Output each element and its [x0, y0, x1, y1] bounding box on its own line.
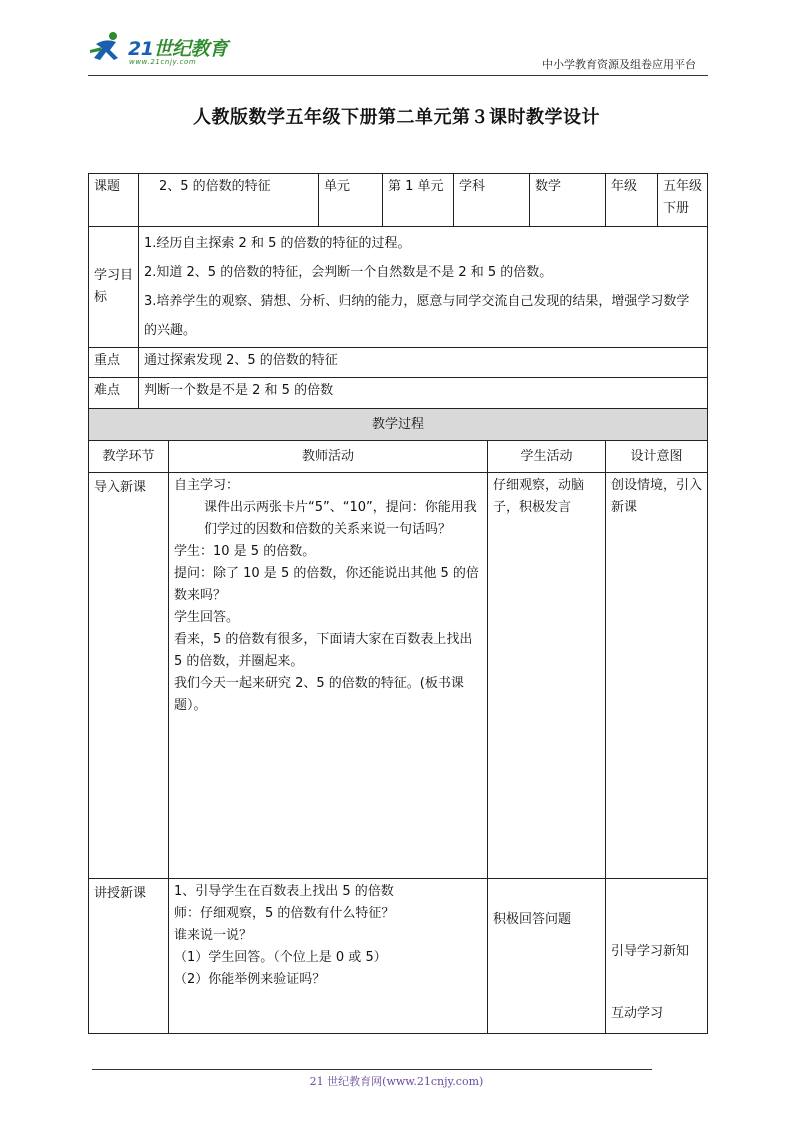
intent-intro: 创设情境，引入新课 [606, 473, 708, 879]
teacher-line: 学生回答。 [174, 610, 240, 625]
key-point-value: 通过探索发现 2、5 的倍数的特征 [139, 348, 708, 378]
platform-text: 中小学教育资源及组卷应用平台 [542, 58, 696, 71]
grade-value: 五年级下册 [658, 174, 708, 227]
header-teacher: 教师活动 [169, 441, 488, 473]
unit-label: 单元 [319, 174, 383, 227]
subject-value: 数学 [530, 174, 606, 227]
intent-new [606, 879, 708, 1034]
student-activity-intro: 仔细观察，动脑子，积极发言 [488, 473, 606, 879]
key-point-row [89, 348, 708, 378]
teacher-line: 师：仔细观察，5 的倍数有什么特征？ [174, 906, 395, 921]
runner-logo-icon [88, 30, 126, 68]
topic-label: 课题 [89, 174, 139, 227]
teacher-line: 提问：除了 10 是 5 的倍数，你还能说出其他 5 的倍数来吗？ [174, 566, 479, 603]
teacher-line: 谁来说一说？ [174, 928, 253, 943]
header-stage: 教学环节 [89, 441, 169, 473]
footer-divider [92, 1069, 652, 1070]
goal-item: 3.培养学生的观察、猜想、分析、归纳的能力，愿意与同学交流自己发现的结果，增强学习数学的兴趣。 [144, 294, 690, 338]
goals-label: 学习目标 [89, 227, 139, 348]
process-title-row [89, 409, 708, 441]
logo-url: www.21cnjy.com [129, 58, 197, 66]
logo [88, 28, 258, 72]
teacher-line: 学生：10 是 5 的倍数。 [174, 544, 316, 559]
intent-line: 互动学习 [611, 1006, 664, 1021]
header-divider [88, 75, 708, 76]
info-row [89, 174, 708, 227]
goals-row [89, 227, 708, 348]
intent-line: 引导学习新知 [611, 944, 690, 959]
document-title: 人教版数学五年级下册第二单元第３课时教学设计 [193, 107, 600, 128]
goal-item: 1.经历自主探索 2 和 5 的倍数的特征的过程。 [144, 236, 411, 251]
topic-value: 2、5 的倍数的特征 [139, 174, 319, 227]
difficulty-row [89, 378, 708, 409]
process-header-row [89, 441, 708, 473]
grade-label: 年级 [606, 174, 658, 227]
lesson-plan-table [88, 173, 708, 1034]
header-intent: 设计意图 [606, 441, 708, 473]
footer-text: 21 世纪教育网(www.21cnjy.com) [309, 1075, 484, 1088]
difficulty-value: 判断一个数是不是 2 和 5 的倍数 [139, 378, 708, 409]
stage-intro: 导入新课 [89, 473, 169, 879]
subject-label: 学科 [454, 174, 530, 227]
stage-new-lesson: 讲授新课 [89, 879, 169, 1034]
key-point-label: 重点 [89, 348, 139, 378]
goals-content [139, 227, 708, 348]
teacher-line: 1、引导学生在百数表上找出 5 的倍数 [174, 884, 394, 899]
logo-title: 21世纪教育 [128, 38, 228, 60]
teacher-line: （1）学生回答。（个位上是 0 或 5） [174, 950, 387, 965]
student-activity-new: 积极回答问题 [488, 879, 606, 1034]
new-lesson-section-row [89, 879, 708, 1034]
difficulty-label: 难点 [89, 378, 139, 409]
teacher-line: 我们今天一起来研究 2、5 的倍数的特征。(板书课题）。 [174, 676, 464, 713]
teacher-line: 课件出示两张卡片“5”、“10”，提问：你能用我们学过的因数和倍数的关系来说一句话吗？ [204, 500, 477, 537]
teacher-line: 自主学习： [174, 478, 240, 493]
page-header [88, 28, 706, 76]
unit-value: 第 1 单元 [383, 174, 454, 227]
header-student: 学生活动 [488, 441, 606, 473]
teacher-activity-new [169, 879, 488, 1034]
teacher-line: 看来，5 的倍数有很多，下面请大家在百数表上找出 5 的倍数，并圈起来。 [174, 632, 473, 669]
intro-section-row [89, 473, 708, 879]
teacher-line: （2）你能举例来验证吗？ [174, 972, 326, 987]
teacher-activity-intro [169, 473, 488, 879]
goal-item: 2.知道 2、5 的倍数的特征，会判断一个自然数是不是 2 和 5 的倍数。 [144, 265, 553, 280]
process-title: 教学过程 [89, 409, 708, 441]
